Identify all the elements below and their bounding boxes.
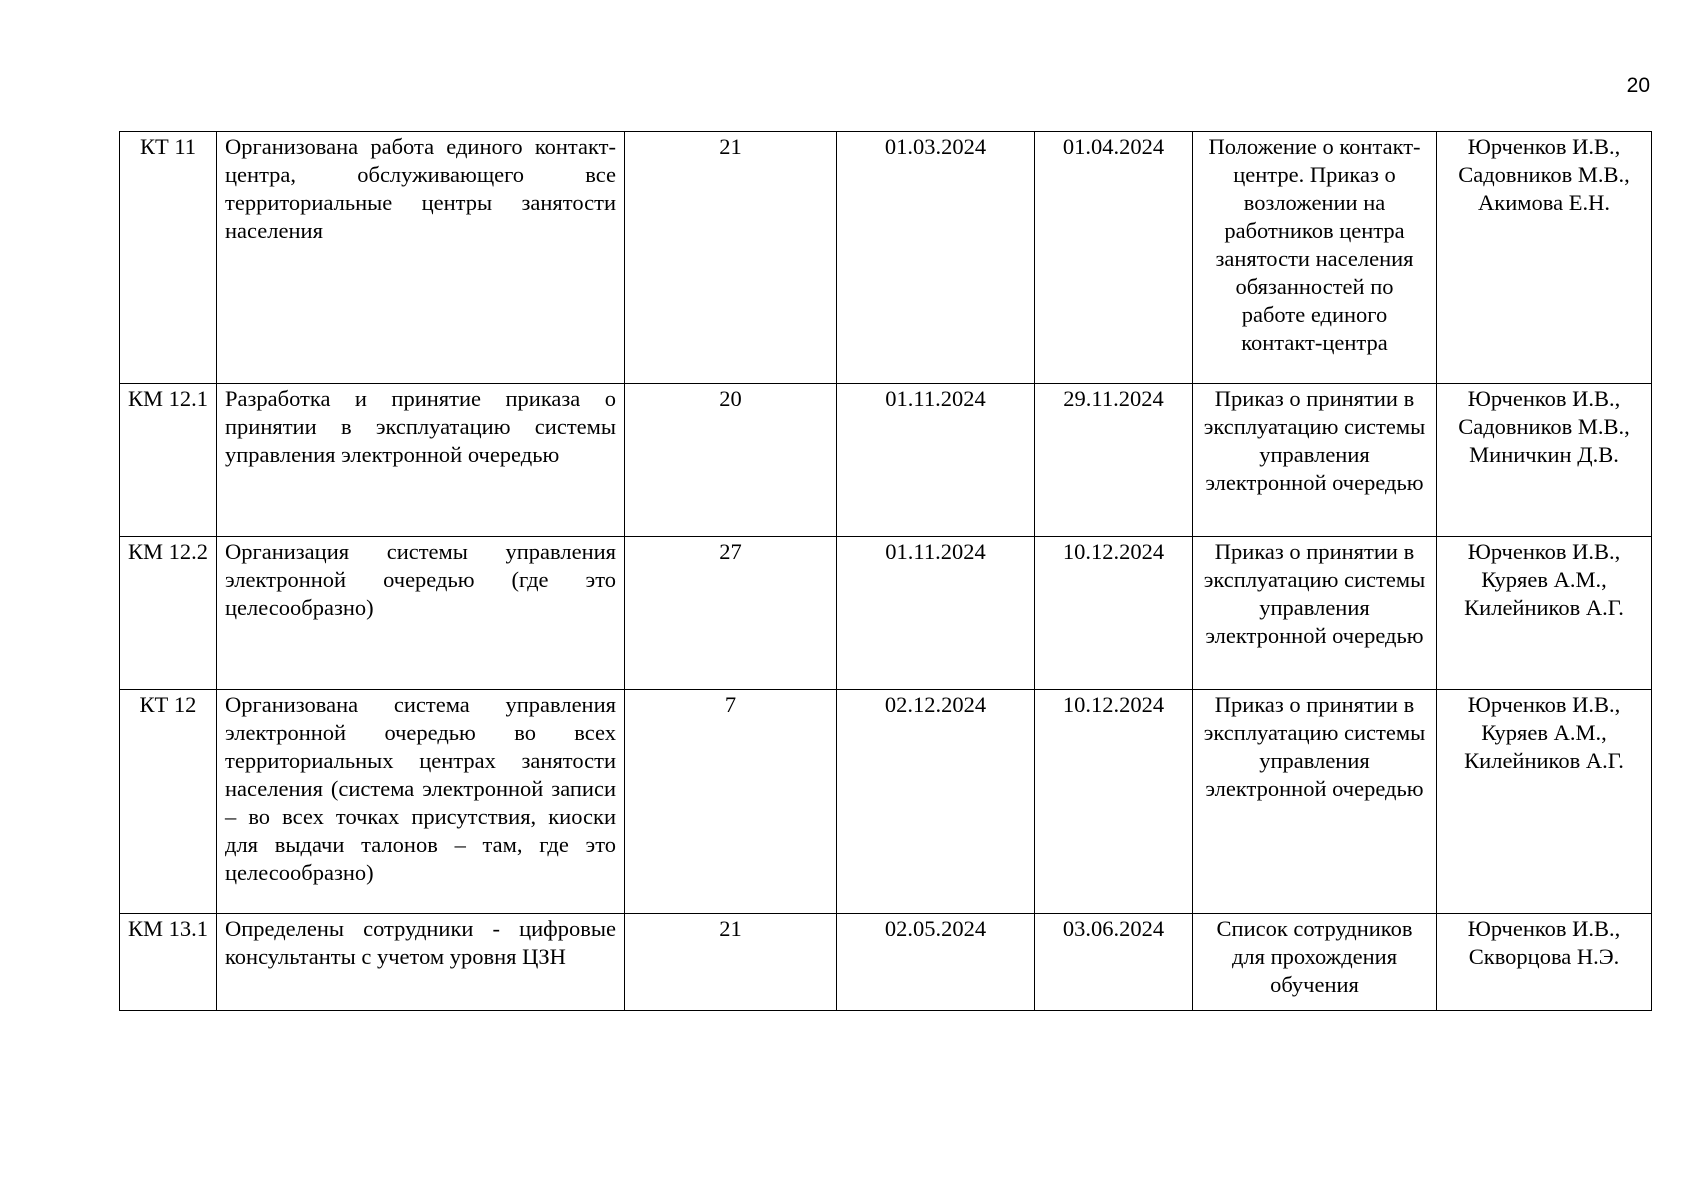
row-code: КТ 11 — [120, 132, 217, 384]
row-name: Организована система управления электронной очередью во всех территориальных центрах занятости населения (система электронной записи – во всех точках присутствия, киоски для выдачи талонов – там, где это целесообразно) — [217, 690, 625, 914]
row-responsible — [1437, 537, 1652, 690]
row-days: 21 — [625, 914, 837, 1011]
row-document: Приказ о принятии в эксплуатацию системы управления электронной очередью — [1193, 384, 1437, 537]
table-row — [120, 537, 1652, 690]
responsible-person: Юрченков И.В., — [1467, 916, 1621, 941]
page-number: 20 — [1626, 74, 1650, 97]
row-start-date: 02.05.2024 — [837, 914, 1035, 1011]
row-code: КМ 12.2 — [120, 537, 217, 690]
responsible-person: Миничкин Д.В. — [1469, 442, 1619, 467]
row-responsible — [1437, 914, 1652, 1011]
table-row — [120, 384, 1652, 537]
row-name: Организована работа единого контакт-центра, обслуживающего все территориальные центры занятости населения — [217, 132, 625, 384]
responsible-person: Юрченков И.В., — [1467, 692, 1621, 717]
row-end-date: 10.12.2024 — [1035, 537, 1193, 690]
responsible-person: Юрченков И.В., — [1467, 386, 1621, 411]
row-days: 20 — [625, 384, 837, 537]
row-responsible — [1437, 690, 1652, 914]
row-name: Разработка и принятие приказа о принятии в эксплуатацию системы управления электронной очередью — [217, 384, 625, 537]
row-end-date: 01.04.2024 — [1035, 132, 1193, 384]
plan-table — [119, 131, 1652, 1011]
row-end-date: 29.11.2024 — [1035, 384, 1193, 537]
row-code: КМ 13.1 — [120, 914, 217, 1011]
row-document: Приказ о принятии в эксплуатацию системы управления электронной очередью — [1193, 537, 1437, 690]
row-start-date: 01.11.2024 — [837, 537, 1035, 690]
row-code: КТ 12 — [120, 690, 217, 914]
row-days: 27 — [625, 537, 837, 690]
row-document: Положение о контакт-центре. Приказ о возложении на работников центра занятости населения обязанностей по работе единого контакт-центра — [1193, 132, 1437, 384]
row-start-date: 01.03.2024 — [837, 132, 1035, 384]
responsible-person: Садовников М.В., — [1458, 414, 1630, 439]
table-row — [120, 690, 1652, 914]
responsible-person: Юрченков И.В., — [1467, 134, 1621, 159]
row-start-date: 01.11.2024 — [837, 384, 1035, 537]
table-row — [120, 914, 1652, 1011]
row-name: Организация системы управления электронной очередью (где это целесообразно) — [217, 537, 625, 690]
responsible-person: Куряев А.М., — [1481, 567, 1607, 592]
responsible-person: Акимова Е.Н. — [1478, 190, 1610, 215]
row-start-date: 02.12.2024 — [837, 690, 1035, 914]
table-row — [120, 132, 1652, 384]
row-days: 21 — [625, 132, 837, 384]
row-end-date: 10.12.2024 — [1035, 690, 1193, 914]
responsible-person: Скворцова Н.Э. — [1468, 944, 1620, 969]
row-responsible — [1437, 132, 1652, 384]
row-document: Приказ о принятии в эксплуатацию системы управления электронной очередью — [1193, 690, 1437, 914]
responsible-person: Куряев А.М., — [1481, 720, 1607, 745]
row-name: Определены сотрудники - цифровые консультанты с учетом уровня ЦЗН — [217, 914, 625, 1011]
row-days: 7 — [625, 690, 837, 914]
responsible-person: Юрченков И.В., — [1467, 539, 1621, 564]
responsible-person: Килейников А.Г. — [1464, 748, 1624, 773]
row-end-date: 03.06.2024 — [1035, 914, 1193, 1011]
row-document: Список сотрудников для прохождения обучения — [1193, 914, 1437, 1011]
responsible-person: Килейников А.Г. — [1464, 595, 1624, 620]
responsible-person: Садовников М.В., — [1458, 162, 1630, 187]
row-code: КМ 12.1 — [120, 384, 217, 537]
row-responsible — [1437, 384, 1652, 537]
